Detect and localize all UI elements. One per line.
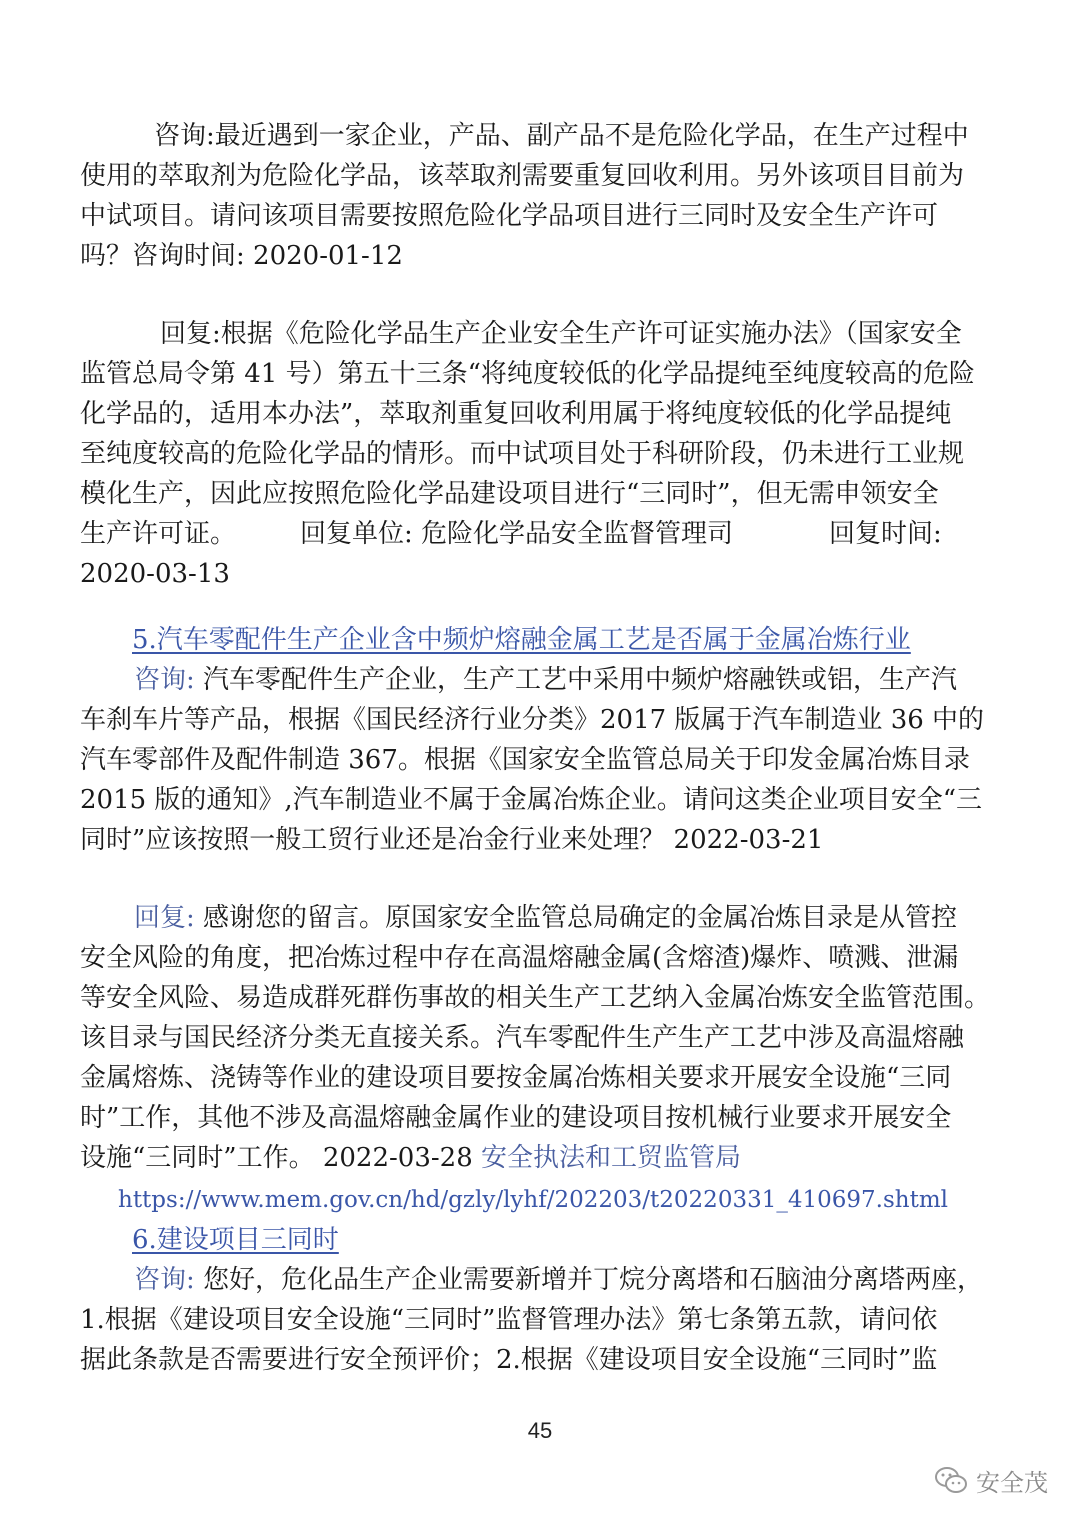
text-line: 等安全风险、易造成群死群伤事故的相关生产工艺纳入金属冶炼安全监管范围。 — [80, 983, 991, 1013]
text-line: 车刹车片等产品，根据《国民经济行业分类》2017 版属于汽车制造业 36 中的 — [80, 705, 985, 735]
watermark-text: 安全茂 — [976, 1468, 1048, 1497]
reply-5 — [80, 898, 1004, 1178]
reply-unit: 回复单位: 危险化学品安全监督管理司 — [300, 519, 734, 549]
text-fragment: 感谢您的留言。原国家安全监管总局确定的金属冶炼目录是从管控 — [194, 903, 958, 933]
text-line — [80, 1260, 1004, 1300]
wechat-icon — [934, 1465, 968, 1495]
text-line: 至纯度较高的危险化学品的情形。而中试项目处于科研阶段，仍未进行工业规 — [80, 439, 965, 469]
consult-label: 咨询: — [134, 1265, 195, 1295]
text-line: 模化生产，因此应按照危险化学品建设项目进行“三同时”，但无需申领安全 — [80, 479, 939, 509]
text-line: 化学品的，适用本办法”，萃取剂重复回收利用属于将纯度较低的化学品提纯 — [80, 399, 952, 429]
consultation-5 — [80, 660, 1004, 860]
page-number: 45 — [527, 1418, 553, 1443]
heading-6 — [132, 1220, 992, 1260]
text-line: 2015 版的通知》,汽车制造业不属于金属冶炼企业。请问这类企业项目安全“三 — [80, 785, 982, 815]
consultation-6 — [80, 1260, 1004, 1380]
text-line: 该目录与国民经济分类无直接关系。汽车零配件生产生产工艺中涉及高温熔融 — [80, 1023, 965, 1053]
text-line: 监管总局令第 41 号）第五十三条“将纯度较低的化学品提纯至纯度较高的危险 — [80, 359, 975, 389]
text-line: 同时”应该按照一般工贸行业还是冶金行业来处理？ 2022-03-21 — [80, 825, 824, 855]
text-fragment: 设施“三同时”工作。 2022-03-28 — [80, 1143, 482, 1173]
reply-meta-line — [80, 514, 1004, 554]
text-line — [80, 1138, 1004, 1178]
text-line: 咨询:最近遇到一家企业，产品、副产品不是危险化学品，在生产过程中 — [154, 121, 969, 151]
text-line: 汽车零部件及配件制造 367。根据《国家安全监管总局关于印发金属冶炼目录 — [80, 745, 970, 775]
reply-label: 回复: — [134, 903, 195, 933]
text-fragment: 您好，危化品生产企业需要新增并丁烷分离塔和石脑油分离塔两座， — [194, 1265, 984, 1295]
heading-5-link[interactable]: 5.汽车零配件生产企业含中频炉熔融金属工艺是否属于金属冶炼行业 — [132, 625, 911, 655]
text-line: 据此条款是否需要进行安全预评价；2.根据《建设项目安全设施“三同时”监 — [80, 1345, 938, 1375]
text-line: 中试项目。请问该项目需要按照危险化学品项目进行三同时及安全生产许可 — [80, 201, 939, 231]
text-fragment: 汽车零配件生产企业，生产工艺中采用中频炉熔融铁或铝，生产汽 — [194, 665, 958, 695]
consultation-1 — [80, 116, 1004, 276]
watermark — [934, 1460, 1048, 1500]
text-line: 金属熔炼、浇铸等作业的建设项目要按金属冶炼相关要求开展安全设施“三同 — [80, 1063, 952, 1093]
text-fragment: 生产许可证。 — [80, 519, 237, 549]
text-line — [80, 660, 1004, 700]
text-line: 1.根据《建设项目安全设施“三同时”监督管理办法》第七条第五款，请问依 — [80, 1305, 938, 1335]
heading-5 — [132, 620, 992, 660]
text-line: 时”工作，其他不涉及高温熔融金属作业的建设项目按机械行业要求开展安全 — [80, 1103, 952, 1133]
text-line: 回复:根据《危险化学品生产企业安全生产许可证实施办法》（国家安全 — [160, 319, 962, 349]
reply-time-label: 回复时间: — [829, 519, 942, 549]
text-line — [80, 898, 1004, 938]
source-url-link[interactable]: https://www.mem.gov.cn/hd/gzly/lyhf/202203/t20220331_410697.shtml — [118, 1187, 948, 1213]
text-line: 使用的萃取剂为危险化学品，该萃取剂需要重复回收利用。另外该项目目前为 — [80, 161, 965, 191]
consult-label: 咨询: — [134, 665, 195, 695]
heading-6-link[interactable]: 6.建设项目三同时 — [132, 1225, 339, 1255]
text-line: 吗？咨询时间: 2020-01-12 — [80, 241, 403, 271]
text-line: 安全风险的角度，把冶炼过程中存在高温熔融金属(含熔渣)爆炸、喷溅、泄漏 — [80, 943, 959, 973]
reply-date: 2020-03-13 — [80, 559, 230, 589]
reply-org: 安全执法和工贸监管局 — [481, 1143, 742, 1173]
reply-1 — [80, 314, 1004, 594]
